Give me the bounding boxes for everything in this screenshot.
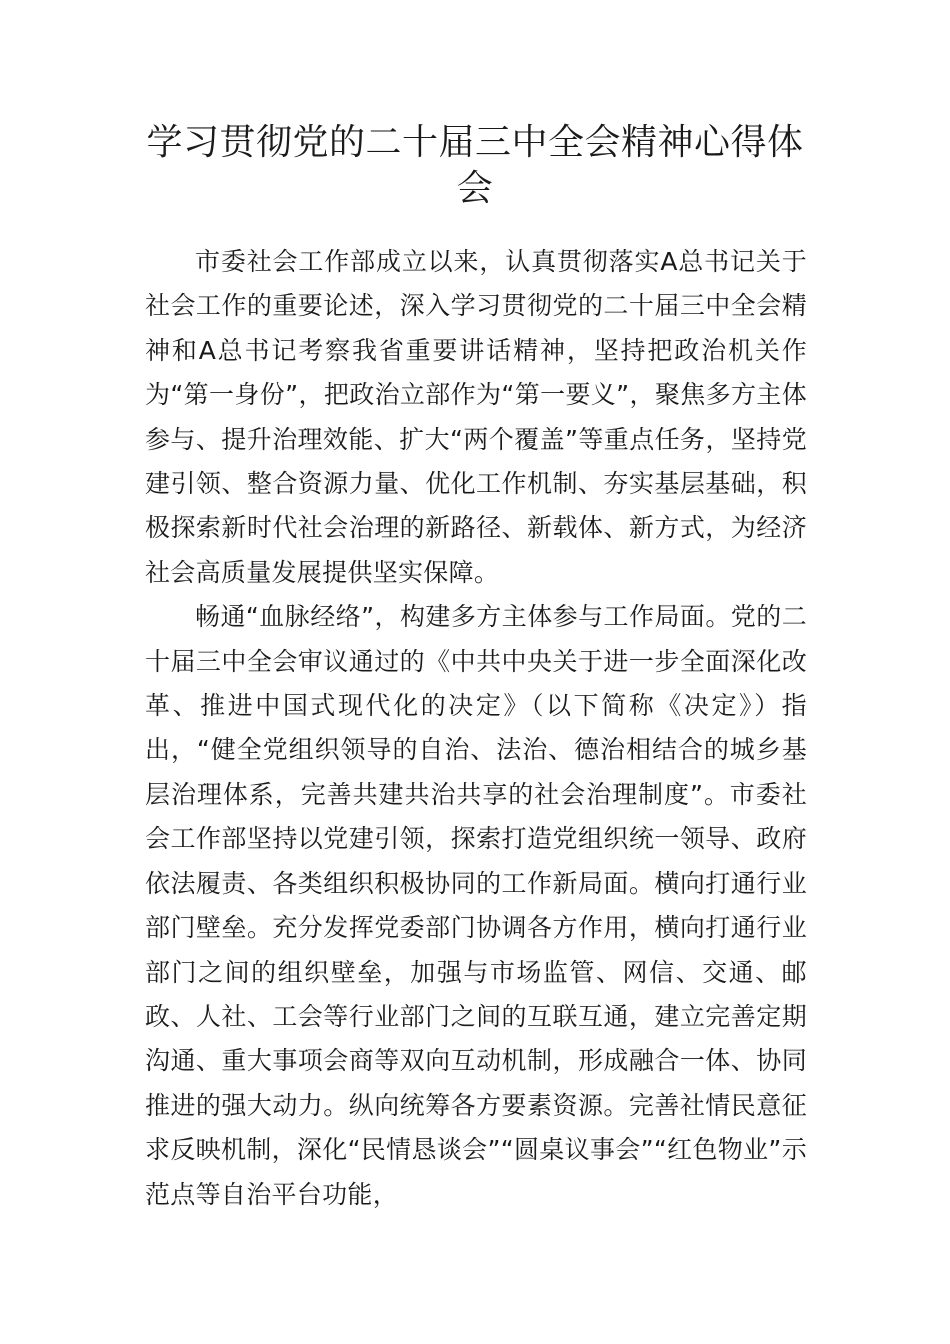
document-body	[145, 240, 807, 1217]
paragraph-intro: 市委社会工作部成立以来，认真贯彻落实A总书记关于社会工作的重要论述，深入学习贯彻党的二十届三中全会精神和A总书记考察我省重要讲话精神，坚持把政治机关作为“第一身份”，把政治立部作为“第一要义”，聚焦多方主体参与、提升治理效能、扩大“两个覆盖”等重点任务，坚持党建引领、整合资源力量、优化工作机制、夯实基层基础，积极探索新时代社会治理的新路径、新载体、新方式，为经济社会高质量发展提供坚实保障。	[145, 247, 807, 587]
paragraph-section-1: 畅通“血脉经络”，构建多方主体参与工作局面。党的二十届三中全会审议通过的《中共中央关于进一步全面深化改革、推进中国式现代化的决定》（以下简称《决定》）指出，“健全党组织领导的自治、法治、德治相结合的城乡基层治理体系，完善共建共治共享的社会治理制度”。市委社会工作部坚持以党建引领，探索打造党组织统一领导、政府依法履责、各类组织积极协同的工作新局面。横向打通行业部门壁垒。充分发挥党委部门协调各方作用，横向打通行业部门之间的组织壁垒，加强与市场监管、网信、交通、邮政、人社、工会等行业部门之间的互联互通，建立完善定期沟通、重大事项会商等双向互动机制，形成融合一体、协同推进的强大动力。纵向统筹各方要素资源。完善社情民意征求反映机制，深化“民情恳谈会”“圆桌议事会”“红色物业”示范点等自治平台功能，	[145, 602, 807, 1209]
document-title: 学习贯彻党的二十届三中全会精神心得体会	[146, 122, 804, 209]
